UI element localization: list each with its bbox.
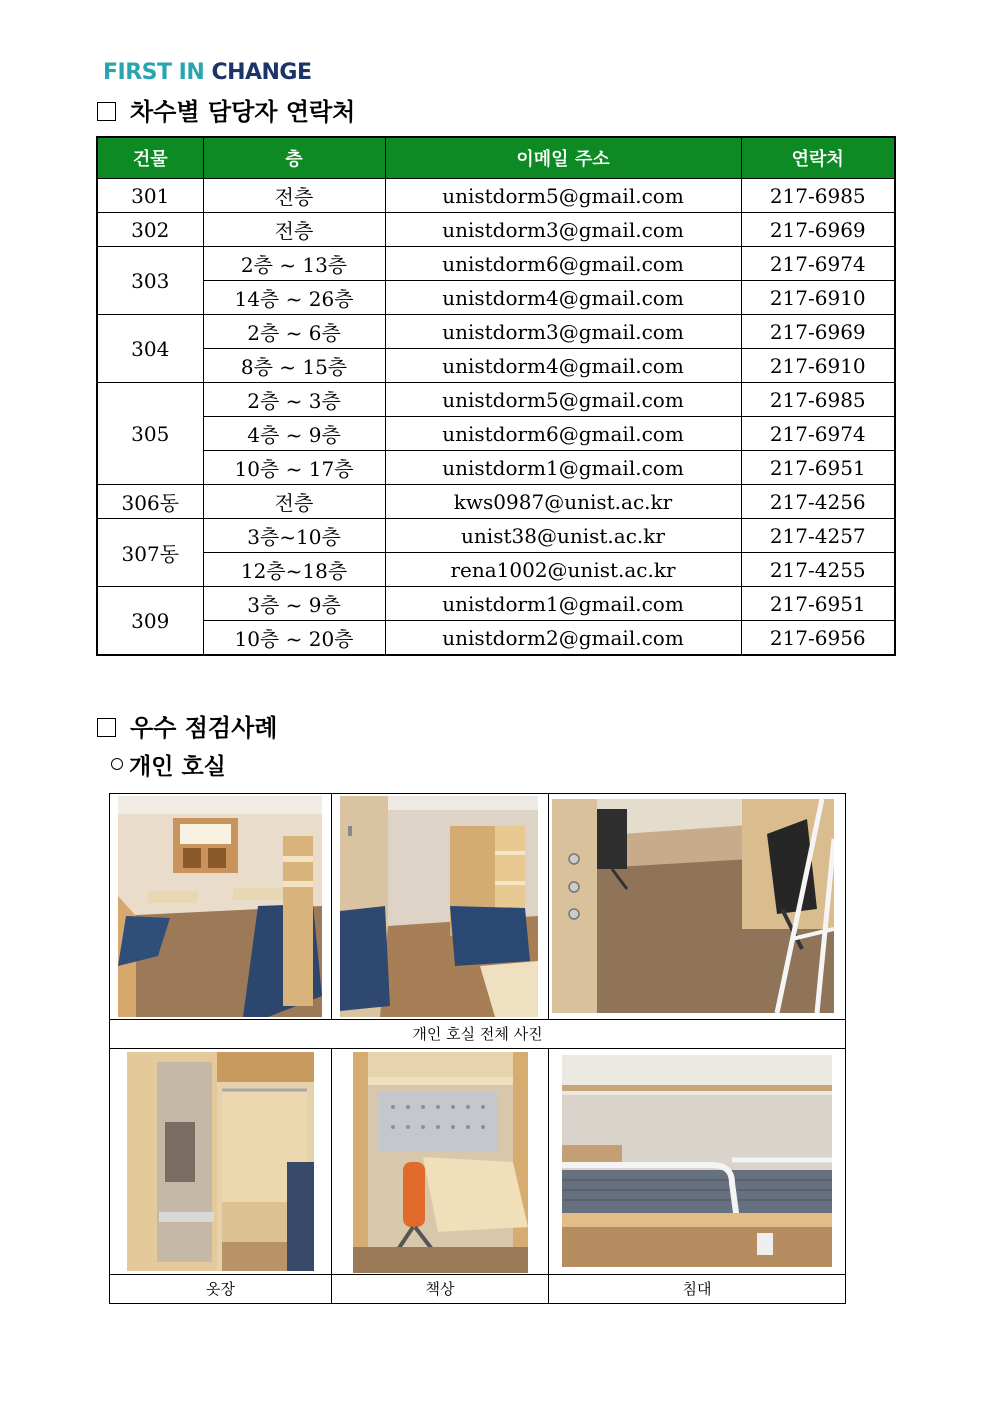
- grid-divider: [331, 794, 332, 1019]
- cell-floor: 2층 ~ 3층: [203, 383, 385, 417]
- cell-floor: 10층 ~ 20층: [203, 621, 385, 656]
- cell-email: unistdorm1@gmail.com: [385, 587, 741, 621]
- brand-logo: [103, 60, 312, 85]
- caption-bed: 침대: [682, 1280, 712, 1298]
- cell-building: 305: [97, 383, 203, 485]
- cell-floor: 전층: [203, 213, 385, 247]
- table-row: [97, 179, 895, 213]
- cell-phone: 217-6951: [741, 587, 895, 621]
- cell-email: unistdorm4@gmail.com: [385, 281, 741, 315]
- cell-floor: 3층~10층: [203, 519, 385, 553]
- photo-room-floor-chairs: [552, 799, 834, 1013]
- cell-floor: 전층: [203, 485, 385, 519]
- cell-phone: 217-6956: [741, 621, 895, 656]
- cell-phone: 217-4255: [741, 553, 895, 587]
- section-contacts-heading: [97, 92, 355, 127]
- section-contacts-title: 차수별 담당자 연락처: [130, 98, 356, 126]
- cell-email: unistdorm4@gmail.com: [385, 349, 741, 383]
- header-email: 이메일 주소: [385, 137, 741, 179]
- cell-email: unist38@unist.ac.kr: [385, 519, 741, 553]
- grid-divider: [110, 1019, 845, 1020]
- logo-part2: CHANGE: [211, 60, 312, 85]
- cell-phone: 217-6910: [741, 281, 895, 315]
- table-row: [97, 587, 895, 621]
- table-row: [97, 485, 895, 519]
- table-row: [97, 417, 895, 451]
- cell-phone: 217-4256: [741, 485, 895, 519]
- cell-building: 309: [97, 587, 203, 656]
- grid-divider: [110, 1274, 845, 1275]
- table-row: [97, 621, 895, 656]
- cell-phone: 217-6969: [741, 315, 895, 349]
- cell-phone: 217-4257: [741, 519, 895, 553]
- header-building: 건물: [97, 137, 203, 179]
- table-row: [97, 281, 895, 315]
- cell-building: 302: [97, 213, 203, 247]
- table-row: [97, 315, 895, 349]
- cell-email: kws0987@unist.ac.kr: [385, 485, 741, 519]
- grid-divider: [110, 1048, 845, 1049]
- cell-phone: 217-6910: [741, 349, 895, 383]
- grid-divider: [548, 794, 549, 1019]
- cell-email: unistdorm6@gmail.com: [385, 417, 741, 451]
- cell-floor: 2층 ~ 6층: [203, 315, 385, 349]
- cell-phone: 217-6974: [741, 247, 895, 281]
- photo-wardrobe: [127, 1052, 314, 1271]
- contacts-table: [96, 136, 896, 656]
- grid-divider: [331, 1048, 332, 1303]
- header-floor: 층: [203, 137, 385, 179]
- table-row: [97, 247, 895, 281]
- header-phone: 연락처: [741, 137, 895, 179]
- cell-email: rena1002@unist.ac.kr: [385, 553, 741, 587]
- section-inspection-heading: [97, 708, 277, 743]
- cell-email: unistdorm5@gmail.com: [385, 179, 741, 213]
- cell-building: 304: [97, 315, 203, 383]
- cell-phone: 217-6969: [741, 213, 895, 247]
- cell-email: unistdorm1@gmail.com: [385, 451, 741, 485]
- cell-email: unistdorm6@gmail.com: [385, 247, 741, 281]
- cell-email: unistdorm5@gmail.com: [385, 383, 741, 417]
- cell-phone: 217-6985: [741, 383, 895, 417]
- photo-room-bed-shelf: [340, 796, 538, 1017]
- photo-desk: [353, 1052, 528, 1273]
- table-row: [97, 213, 895, 247]
- subsection-heading: [111, 748, 226, 781]
- checkbox-square-icon: [97, 102, 116, 121]
- logo-part1: FIRST IN: [103, 60, 205, 85]
- cell-floor: 3층 ~ 9층: [203, 587, 385, 621]
- checkbox-square-icon: [97, 718, 116, 737]
- cell-phone: 217-6985: [741, 179, 895, 213]
- section-inspection-title: 우수 점검사례: [130, 714, 278, 742]
- cell-floor: 10층 ~ 17층: [203, 451, 385, 485]
- caption-desk: 책상: [425, 1280, 455, 1298]
- cell-phone: 217-6951: [741, 451, 895, 485]
- cell-email: unistdorm3@gmail.com: [385, 213, 741, 247]
- grid-divider: [548, 1048, 549, 1303]
- table-row: [97, 519, 895, 553]
- photo-room-overview: [118, 796, 322, 1017]
- cell-building: 303: [97, 247, 203, 315]
- table-header-row: [97, 137, 895, 179]
- cell-email: unistdorm2@gmail.com: [385, 621, 741, 656]
- cell-email: unistdorm3@gmail.com: [385, 315, 741, 349]
- cell-floor: 4층 ~ 9층: [203, 417, 385, 451]
- table-row: [97, 553, 895, 587]
- cell-building: 301: [97, 179, 203, 213]
- caption-wardrobe: 옷장: [206, 1280, 235, 1298]
- cell-floor: 12층~18층: [203, 553, 385, 587]
- caption-overall: 개인 호실 전체 사진: [412, 1025, 543, 1043]
- subsection-title: 개인 호실: [129, 754, 226, 780]
- table-row: [97, 383, 895, 417]
- cell-floor: 전층: [203, 179, 385, 213]
- cell-building: 307동: [97, 519, 203, 587]
- photo-bed: [562, 1055, 832, 1267]
- cell-floor: 14층 ~ 26층: [203, 281, 385, 315]
- cell-building: 306동: [97, 485, 203, 519]
- circle-bullet-icon: [111, 758, 123, 770]
- photo-grid: [109, 793, 846, 1304]
- table-row: [97, 451, 895, 485]
- cell-floor: 2층 ~ 13층: [203, 247, 385, 281]
- cell-phone: 217-6974: [741, 417, 895, 451]
- table-row: [97, 349, 895, 383]
- cell-floor: 8층 ~ 15층: [203, 349, 385, 383]
